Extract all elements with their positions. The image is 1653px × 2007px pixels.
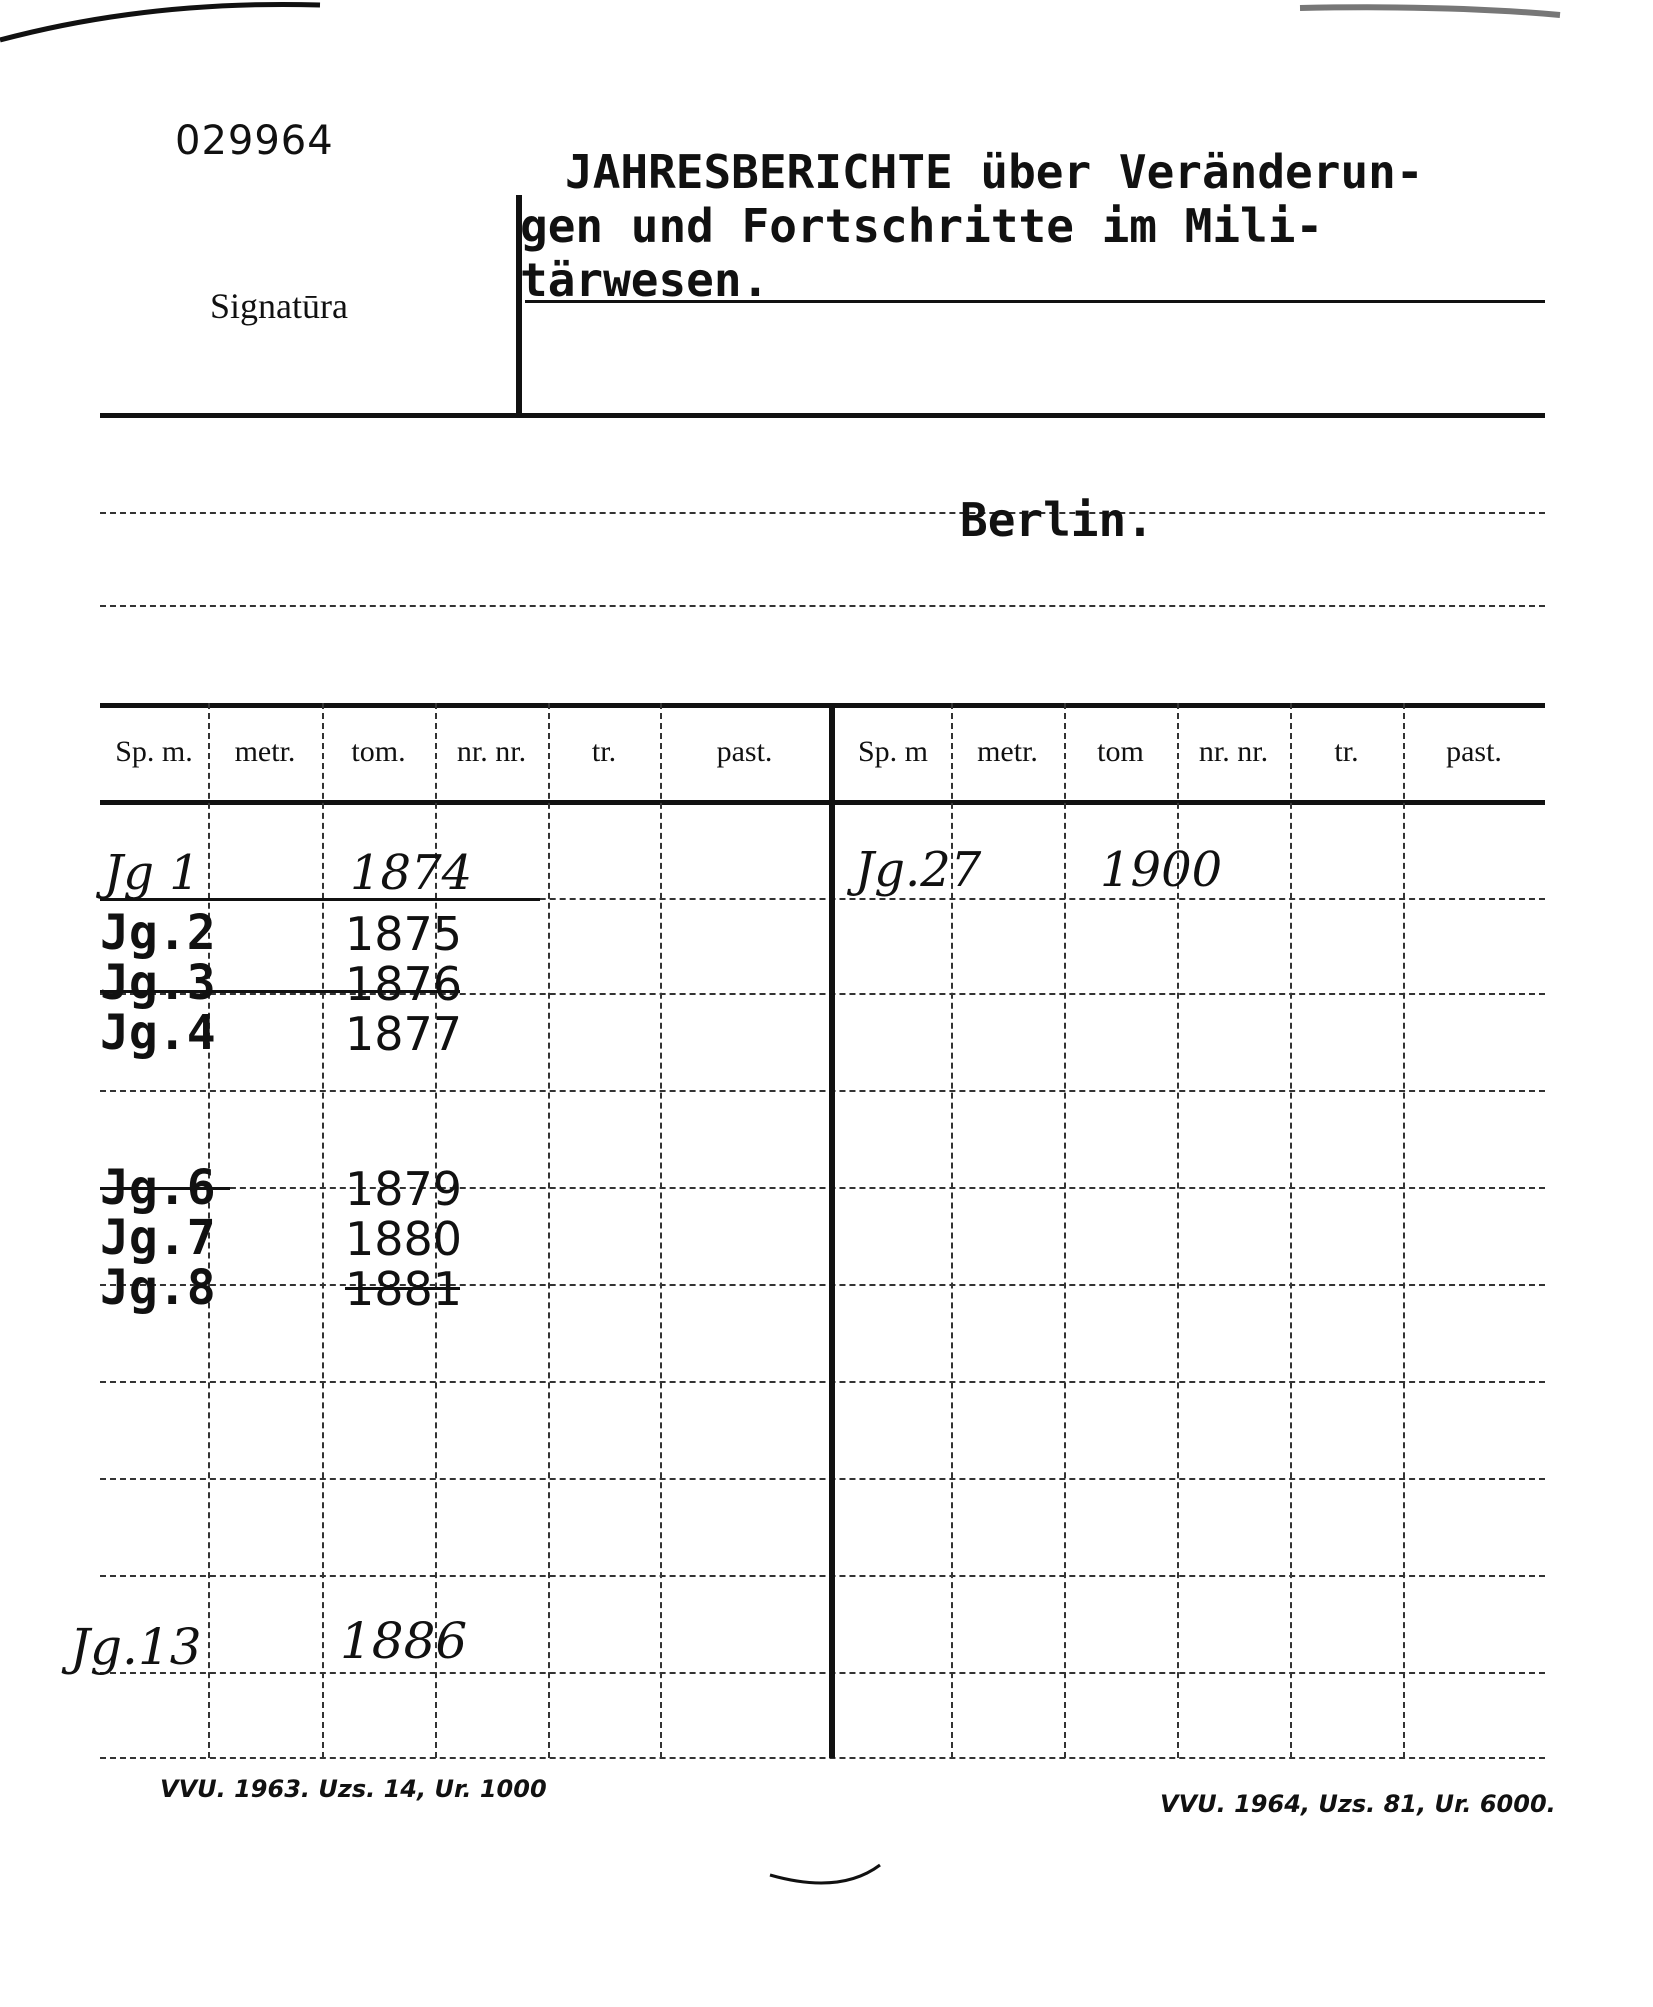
- footer-note-right: VVU. 1964, Uzs. 81, Ur. 6000.: [1160, 1790, 1556, 1818]
- column-line: [1290, 703, 1292, 1758]
- header-right-nr: nr. nr.: [1198, 735, 1269, 768]
- strikethrough-line: [100, 898, 540, 901]
- card-edge-mark: [0, 0, 1653, 120]
- entry-volume: Jg.13: [70, 1618, 202, 1676]
- strikethrough-line: [345, 1287, 460, 1290]
- header-left-tom: tom.: [351, 735, 406, 768]
- row-line: [100, 1381, 1545, 1383]
- table-bottom-rule: [100, 1757, 1545, 1759]
- row-line: [100, 1284, 1545, 1286]
- entry-volume: Jg 1: [104, 845, 200, 901]
- table-header-rule: [100, 800, 1545, 805]
- row-line: [100, 1090, 1545, 1092]
- title-underline: [525, 300, 1545, 303]
- row-line: [100, 1575, 1545, 1577]
- entry-volume: Jg.6: [100, 1160, 216, 1216]
- row-line: [100, 1672, 1545, 1674]
- entry-year: 1881: [345, 1262, 463, 1316]
- column-line: [1403, 703, 1405, 1758]
- publication-place: Berlin.: [960, 493, 1154, 547]
- strikethrough-line: [100, 1187, 230, 1190]
- entry-year: 1874: [350, 845, 473, 901]
- header-right-shelf: Sp. m: [857, 735, 929, 768]
- entry-year: 1886: [340, 1612, 468, 1670]
- header-right-tr: tr.: [1334, 735, 1359, 768]
- pen-stroke-mark: [760, 1855, 900, 1915]
- column-line: [322, 703, 324, 1758]
- entry-year: 1877: [345, 1007, 463, 1061]
- entry-year: 1880: [345, 1212, 463, 1266]
- table-top-rule: [100, 703, 1545, 708]
- strikethrough-line: [100, 990, 460, 993]
- entry-volume: Jg.7: [100, 1210, 216, 1266]
- header-right-past: past.: [1446, 735, 1502, 768]
- entry-volume: Jg.2: [100, 905, 216, 961]
- signature-divider: [516, 195, 522, 415]
- header-left-nr: nr. nr.: [456, 735, 527, 768]
- header-right-metr: metr.: [977, 735, 1038, 768]
- footer-note-left: VVU. 1963. Uzs. 14, Ur. 1000: [160, 1775, 547, 1803]
- header-left-tr: tr.: [591, 735, 617, 768]
- entry-year: 1875: [345, 907, 463, 961]
- header-right-tom: tom: [1097, 735, 1144, 768]
- header-left-past: past.: [716, 735, 773, 768]
- center-divider: [829, 703, 835, 1758]
- entry-year: 1876: [345, 957, 463, 1011]
- entry-year: 1879: [345, 1162, 463, 1216]
- row-line: [100, 1187, 1545, 1189]
- header-left-metr: metr.: [234, 735, 296, 768]
- entry-volume: Jg.3: [100, 955, 216, 1011]
- entry-volume: Jg.27: [855, 842, 982, 898]
- place-line: [100, 512, 1545, 514]
- column-line: [660, 703, 662, 1758]
- column-line: [548, 703, 550, 1758]
- publication-title: JAHRESBERICHTE über Veränderun- gen und Fortschritte im Mili- tärwesen.: [520, 145, 1424, 307]
- row-line: [100, 1478, 1545, 1480]
- signature-label: Signatūra: [210, 286, 348, 326]
- blank-line: [100, 605, 1545, 607]
- column-line: [1064, 703, 1066, 1758]
- header-left-shelf: Sp. m.: [115, 735, 193, 768]
- card-number: 029964: [175, 118, 334, 164]
- row-line: [100, 993, 1545, 995]
- entry-year: 1900: [1100, 842, 1223, 898]
- entry-volume: Jg.4: [100, 1005, 216, 1061]
- entry-volume: Jg.8: [100, 1260, 216, 1316]
- header-rule: [100, 413, 1545, 418]
